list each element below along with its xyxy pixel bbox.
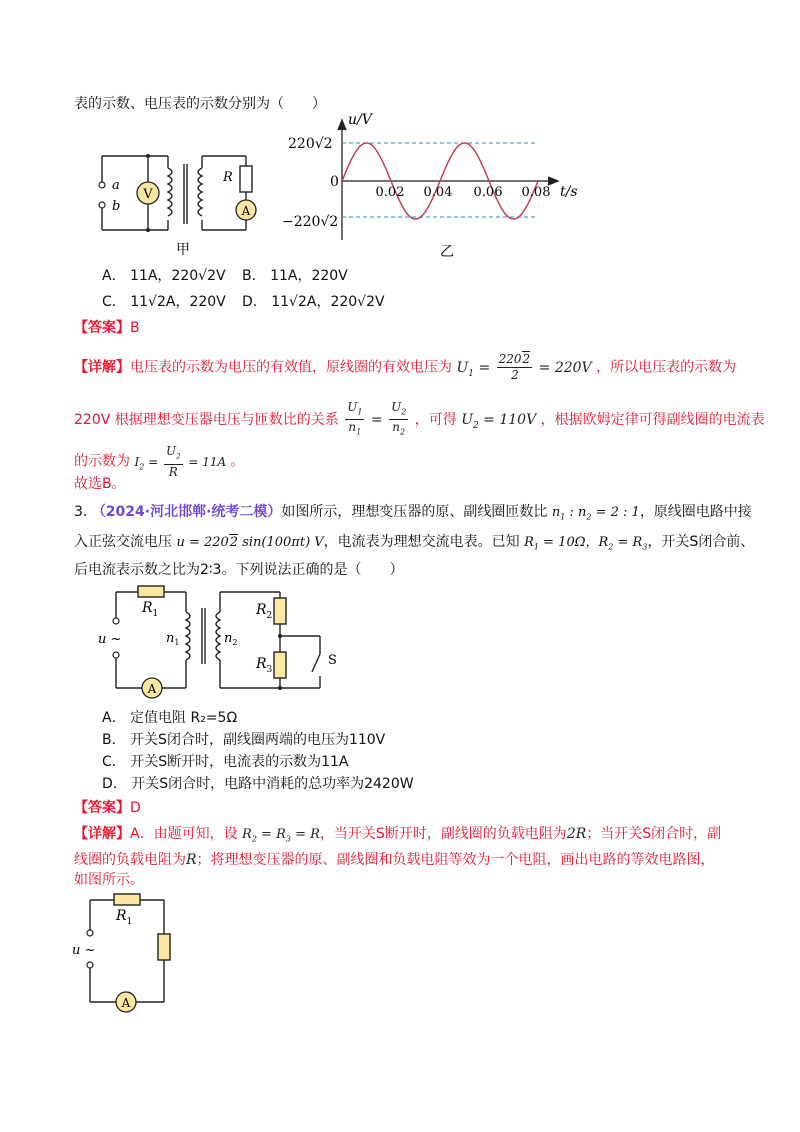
x-tick-label: 0.08 xyxy=(521,185,551,200)
ammeter-label: A xyxy=(121,996,131,1010)
terminal-top xyxy=(113,618,119,624)
option-d[interactable]: D． 开关S闭合时，电路中消耗的总功率为2420W xyxy=(102,776,414,792)
terminal-a-label: a xyxy=(112,178,120,193)
figure-yi-caption: 乙 xyxy=(440,244,454,260)
r3-label: $R_3$ xyxy=(256,656,273,675)
answer-line: 【答案】B xyxy=(74,320,140,336)
option-d[interactable]: D． 11√2A，220√2V xyxy=(242,294,385,310)
source-label: u ~ xyxy=(72,943,96,958)
equivalent-circuit-diagram xyxy=(72,890,192,1020)
q3-stem-line: 3. （2024·河北邯郸·统考二模）如图所示，理想变压器的原、副线圈匝数比 $n_1$ : $n_2 = 2$ : 1，原线圈电路中接 xyxy=(74,504,752,522)
option-a[interactable]: A． 11A，220√2V xyxy=(102,268,226,284)
figure-jia-circuit xyxy=(90,148,270,258)
y-axis-label: u/V xyxy=(348,112,372,128)
q3-stem-line: 后电流表示数之比为2∶3。下列说法正确的是（ ） xyxy=(74,562,404,578)
y-top-label: 220√2 xyxy=(288,136,333,152)
option-b[interactable]: B． 11A，220V xyxy=(242,268,348,284)
detail-line: 【详解】A．由题可知，设 $R_2 = R_3 = R$，当开关S断开时，副线圈的负载电阻为2R；当开关S闭合时，副 xyxy=(74,826,722,844)
answer-line: 【答案】D xyxy=(74,800,141,816)
terminal-top xyxy=(87,930,93,936)
r1-label: $R_1$ xyxy=(142,600,159,619)
terminal-b xyxy=(99,202,105,208)
terminal-bottom xyxy=(87,962,93,968)
q3-circuit-diagram xyxy=(98,580,358,700)
x-axis-label: t/s xyxy=(560,184,578,200)
q3-stem-line: 入正弦交流电压 u = 2202 sin(100πt) V，电流表为理想交流电表。已知 $R_1 = 10\Omega$，$R_2 = R_3$，开关S闭合前、 xyxy=(74,534,755,552)
option-a[interactable]: A． 定值电阻 R₂=5Ω xyxy=(102,710,238,726)
origin-label: 0 xyxy=(330,174,339,190)
voltmeter-label: V xyxy=(143,187,153,202)
detail-line: 的示数为 $I_2$ = $\frac{U_2}{R}$ = 11A 。 xyxy=(74,444,245,480)
y-bottom-label: −220√2 xyxy=(282,214,339,230)
terminal-b-label: b xyxy=(112,199,121,214)
terminal-bottom xyxy=(113,652,119,658)
switch-label: S xyxy=(328,653,337,668)
ammeter-label: A xyxy=(241,204,251,218)
r2-label: $R_2$ xyxy=(256,602,273,621)
option-c[interactable]: C． 开关S断开时，电流表的示数为11A xyxy=(102,754,349,770)
ammeter-label: A xyxy=(147,682,157,696)
conclusion-line: 故选B。 xyxy=(74,476,126,492)
detail-line: 如图所示。 xyxy=(74,872,144,888)
n1-label: $n_1$ xyxy=(166,631,180,647)
question-stem-line: 表的示数、电压表的示数分别为（ ） xyxy=(74,96,326,112)
option-b[interactable]: B． 开关S闭合时，副线圈两端的电压为110V xyxy=(102,732,386,748)
detail-line: 【详解】电压表的示数为电压的有效值，原线圈的有效电压为 $U_1$ = $\frac{2202}{2}$ = 220V ，所以电压表的示数为 xyxy=(74,352,737,382)
x-tick-label: 0.06 xyxy=(473,185,503,200)
figure-yi-chart xyxy=(280,110,600,260)
source-label: u ~ xyxy=(98,632,122,647)
r1-label: $R_1$ xyxy=(116,908,133,927)
x-tick-label: 0.04 xyxy=(423,185,453,200)
figure-jia-caption: 甲 xyxy=(176,242,190,258)
n2-label: $n_2$ xyxy=(224,631,238,647)
x-tick-label: 0.02 xyxy=(375,185,405,200)
detail-line: 线圈的负载电阻为R；将理想变压器的原、副线圈和负载电阻等效为一个电阻，画出电路的等效电路图， xyxy=(74,852,715,868)
terminal-a xyxy=(99,182,105,188)
resistor-label: R xyxy=(223,170,233,185)
detail-line: 220V 根据理想变压器电压与匝数比的关系 $\frac{U_1}{n_1}$ = $\frac{U_2}{n_2}$ ，可得 $U_2 = 110V$ ，根据欧姆定律可得副线圈的电流表 xyxy=(74,400,765,437)
option-c[interactable]: C． 11√2A，220V xyxy=(102,294,226,310)
